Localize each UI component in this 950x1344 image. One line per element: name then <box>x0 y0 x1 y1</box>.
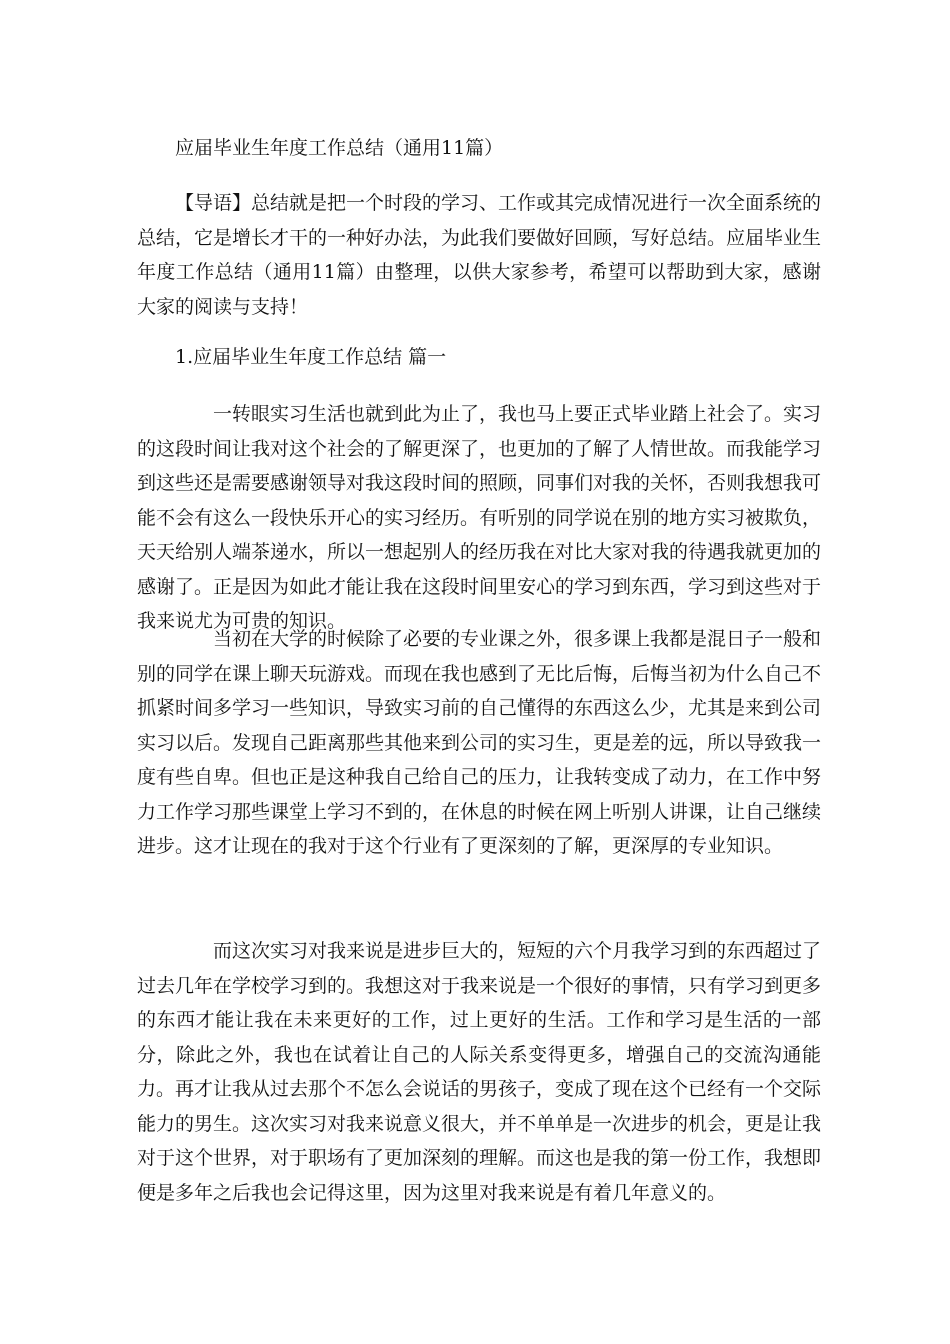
body-paragraph-3: 而这次实习对我来说是进步巨大的，短短的六个月我学习到的东西超过了过去几年在学校学习到的。我想这对于我来说是一个很好的事情，只有学习到更多的东西才能让我在未来更好的工作，过上更好的生活。工作和学习是生活的一部分，除此之外，我也在试着让自己的人际关系变得更多，增强自己的交流沟通能力。再才让我从过去那个不怎么会说话的男孩子，变成了现在这个已经有一个交际能力的男生。这次实习对我来说意义很大，并不单单是一次进步的机会，更是让我对于这个世界，对于职场有了更加深刻的理解。而这也是我的第一份工作，我想即便是多年之后我也会记得这里，因为这里对我来说是有着几年意义的。 <box>137 940 822 1204</box>
body-paragraph-2: 当初在大学的时候除了必要的专业课之外，很多课上我都是混日子一般和别的同学在课上聊天玩游戏。而现在我也感到了无比后悔，后悔当初为什么自己不抓紧时间多学习一些知识，导致实习前的自己懂得的东西这么少，尤其是来到公司实习以后。发现自己距离那些其他来到公司的实习生，更是差的远，所以导致我一度有些自卑。但也正是这种我自己给自己的压力，让我转变成了动力，在工作中努力工作学习那些课堂上学习不到的，在休息的时候在网上听别人讲课，让自己继续进步。这才让现在的我对于这个行业有了更深刻的了解，更深厚的专业知识。 <box>137 628 822 857</box>
document-title: 应届毕业生年度工作总结（通用11篇） <box>175 137 504 159</box>
body-paragraph-1: 一转眼实习生活也就到此为止了，我也马上要正式毕业踏上社会了。实习的这段时间让我对这个社会的了解更深了，也更加的了解了人情世故。而我能学习到这些还是需要感谢领导对我这段时间的照顾，同事们对我的关怀，否则我想我可能不会有这么一段快乐开心的实习经历。有听别的同学说在别的地方实习被欺负，天天给别人端茶递水，所以一想起别人的经历我在对比大家对我的待遇我就更加的感谢了。正是因为如此才能让我在这段时间里安心的学习到东西，学习到这些对于我来说尤为可贵的知识。 <box>137 403 822 632</box>
section-heading: 1.应届毕业生年度工作总结 篇一 <box>175 346 447 368</box>
intro-paragraph: 【导语】总结就是把一个时段的学习、工作或其完成情况进行一次全面系统的总结，它是增长才干的一种好办法，为此我们要做好回顾，写好总结。应届毕业生年度工作总结（通用11篇）由整理，以供大家参考，希望可以帮助到大家，感谢大家的阅读与支持！ <box>137 192 822 318</box>
